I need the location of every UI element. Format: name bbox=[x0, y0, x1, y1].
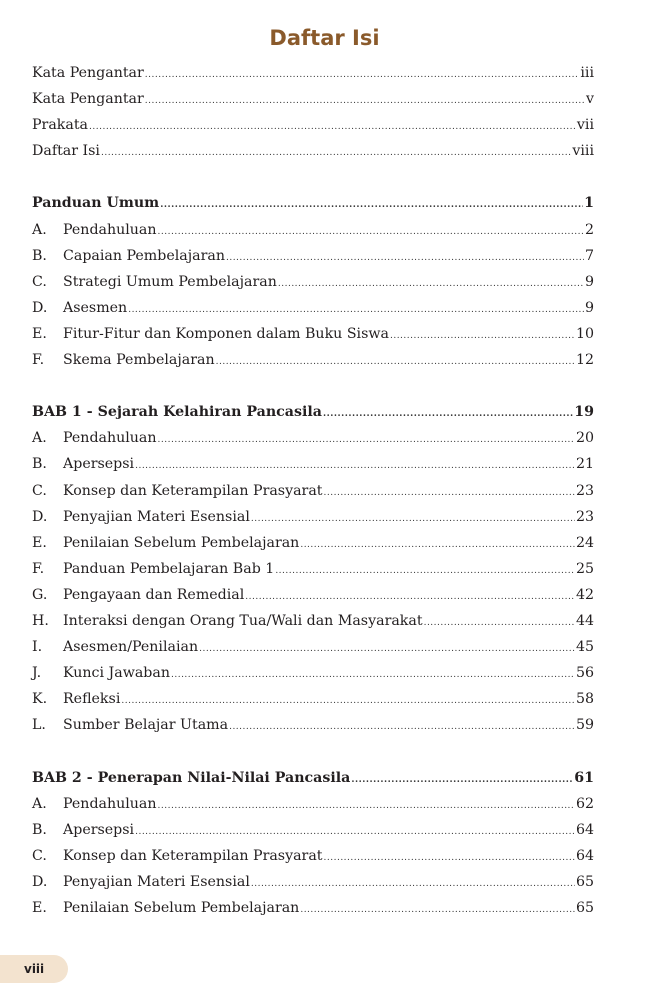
toc-entry[interactable] bbox=[32, 243, 594, 269]
toc-entry-letter: A. bbox=[32, 221, 47, 238]
toc-entry-label: Capaian Pembelajaran bbox=[63, 247, 225, 264]
toc-entry-letter: I. bbox=[32, 639, 43, 656]
toc-entry[interactable] bbox=[32, 217, 594, 243]
toc-section-heading[interactable] bbox=[32, 399, 594, 425]
toc-entry-letter: K. bbox=[32, 691, 48, 708]
table-of-contents bbox=[32, 60, 594, 921]
toc-entry-letter: B. bbox=[32, 247, 47, 264]
toc-entry-letter: L. bbox=[32, 717, 46, 734]
toc-entry-label: Kata Pengantar bbox=[32, 65, 144, 81]
section-spacer bbox=[32, 738, 594, 764]
toc-entry[interactable] bbox=[32, 138, 594, 164]
toc-entry-letter: F. bbox=[32, 560, 45, 577]
dot-leader bbox=[300, 897, 575, 923]
toc-entry-label: Sumber Belajar Utama bbox=[63, 717, 229, 734]
toc-entry-page: 45 bbox=[575, 639, 594, 656]
toc-entry-label: Konsep dan Keterampilan Prasyarat bbox=[63, 847, 323, 864]
dot-leader bbox=[128, 297, 584, 323]
dot-leader bbox=[245, 584, 575, 610]
toc-entry-page: 2 bbox=[584, 221, 594, 238]
dot-leader bbox=[251, 871, 575, 897]
toc-section-label: Panduan Umum bbox=[32, 195, 160, 212]
dot-leader bbox=[145, 88, 585, 114]
dot-leader bbox=[229, 714, 575, 740]
toc-entry-label: Apersepsi bbox=[63, 456, 135, 473]
toc-entry-page: 56 bbox=[575, 665, 594, 682]
toc-section-page: 19 bbox=[574, 404, 594, 421]
toc-entry-page: 23 bbox=[575, 508, 594, 525]
dot-leader bbox=[323, 401, 573, 427]
toc-entry-label: Interaksi dengan Orang Tua/Wali dan Masyarakat bbox=[63, 612, 423, 629]
dot-leader bbox=[300, 532, 575, 558]
toc-entry-label: Panduan Pembelajaran Bab 1 bbox=[63, 560, 275, 577]
toc-entry[interactable] bbox=[32, 269, 594, 295]
toc-entry[interactable] bbox=[32, 556, 594, 582]
toc-section-heading[interactable] bbox=[32, 190, 594, 216]
toc-entry-label: Daftar Isi bbox=[32, 143, 100, 160]
toc-entry[interactable] bbox=[32, 425, 594, 451]
dot-leader bbox=[216, 349, 575, 375]
dot-leader bbox=[158, 427, 575, 453]
dot-leader bbox=[275, 558, 575, 584]
toc-entry[interactable] bbox=[32, 608, 594, 634]
toc-entry-page: iii bbox=[580, 65, 594, 81]
toc-entry-page: v bbox=[585, 91, 594, 108]
toc-section-label: BAB 2 - Penerapan Nilai-Nilai Pancasila bbox=[32, 769, 351, 786]
toc-entry-label: Pendahuluan bbox=[63, 795, 157, 812]
toc-entry[interactable] bbox=[32, 843, 594, 869]
toc-entry-letter: C. bbox=[32, 273, 47, 290]
toc-section-page: 1 bbox=[584, 195, 594, 212]
toc-entry-letter: H. bbox=[32, 612, 49, 629]
dot-leader bbox=[171, 662, 575, 688]
dot-leader bbox=[324, 480, 575, 506]
dot-leader bbox=[158, 793, 575, 819]
toc-entry[interactable] bbox=[32, 634, 594, 660]
toc-entry-page: 23 bbox=[575, 482, 594, 499]
toc-entry-letter: G. bbox=[32, 586, 48, 603]
dot-leader bbox=[160, 192, 583, 218]
toc-entry-label: Pendahuluan bbox=[63, 221, 157, 238]
toc-entry[interactable] bbox=[32, 817, 594, 843]
toc-entry[interactable] bbox=[32, 86, 594, 112]
toc-entry[interactable] bbox=[32, 295, 594, 321]
toc-entry-label: Prakata bbox=[32, 117, 89, 134]
dot-leader bbox=[278, 271, 584, 297]
dot-leader bbox=[199, 636, 575, 662]
toc-entry-letter: B. bbox=[32, 456, 47, 473]
toc-entry-page: 25 bbox=[575, 560, 594, 577]
toc-entry[interactable] bbox=[32, 712, 594, 738]
toc-entry-page: 44 bbox=[575, 612, 594, 629]
toc-entry-page: viii bbox=[572, 143, 594, 160]
toc-entry-letter: A. bbox=[32, 430, 47, 447]
toc-entry-letter: C. bbox=[32, 847, 47, 864]
dot-leader bbox=[251, 506, 575, 532]
toc-entry-letter: E. bbox=[32, 900, 47, 916]
toc-entry-label: Skema Pembelajaran bbox=[63, 352, 215, 369]
toc-entry[interactable] bbox=[32, 791, 594, 817]
toc-entry-label: Apersepsi bbox=[63, 821, 135, 838]
toc-entry-page: 20 bbox=[575, 430, 594, 447]
toc-entry-page: 7 bbox=[584, 247, 594, 264]
dot-leader bbox=[89, 114, 576, 140]
toc-entry[interactable] bbox=[32, 504, 594, 530]
toc-entry-page: 64 bbox=[575, 821, 594, 838]
toc-entry-page: 42 bbox=[575, 586, 594, 603]
toc-entry-page: 9 bbox=[584, 299, 594, 316]
dot-leader bbox=[135, 453, 575, 479]
toc-entry-label: Kata Pengantar bbox=[32, 91, 144, 108]
dot-leader bbox=[101, 140, 571, 166]
toc-entry-label: Strategi Umum Pembelajaran bbox=[63, 273, 277, 290]
toc-entry[interactable] bbox=[32, 869, 594, 895]
toc-entry-label: Penyajian Materi Esensial bbox=[63, 873, 250, 890]
dot-leader bbox=[145, 62, 580, 88]
toc-entry-label: Konsep dan Keterampilan Prasyarat bbox=[63, 482, 323, 499]
toc-entry-letter: B. bbox=[32, 821, 47, 838]
dot-leader bbox=[135, 819, 575, 845]
toc-section-page: 61 bbox=[574, 769, 594, 786]
toc-entry-label: Penilaian Sebelum Pembelajaran bbox=[63, 534, 300, 551]
section-spacer bbox=[32, 373, 594, 399]
toc-entry-letter: E. bbox=[32, 325, 47, 342]
toc-entry[interactable] bbox=[32, 660, 594, 686]
toc-entry[interactable] bbox=[32, 478, 594, 504]
dot-leader bbox=[121, 688, 575, 714]
toc-entry-label: Fitur-Fitur dan Komponen dalam Buku Siswa bbox=[63, 325, 389, 342]
dot-leader bbox=[158, 219, 584, 245]
toc-entry-page: 65 bbox=[575, 900, 594, 916]
toc-entry[interactable] bbox=[32, 60, 594, 86]
dot-leader bbox=[226, 245, 584, 271]
toc-entry-label: Asesmen bbox=[63, 299, 128, 316]
toc-entry-page: vii bbox=[576, 117, 594, 134]
dot-leader bbox=[390, 323, 575, 349]
toc-entry-letter: J. bbox=[32, 665, 42, 682]
toc-entry-label: Pendahuluan bbox=[63, 430, 157, 447]
page-title: Daftar Isi bbox=[269, 26, 380, 50]
toc-entry-page: 59 bbox=[575, 717, 594, 734]
toc-entry-label: Pengayaan dan Remedial bbox=[63, 586, 245, 603]
toc-entry[interactable] bbox=[32, 321, 594, 347]
toc-entry-letter: D. bbox=[32, 299, 48, 316]
toc-entry-letter: E. bbox=[32, 534, 47, 551]
toc-entry[interactable] bbox=[32, 451, 594, 477]
toc-entry[interactable] bbox=[32, 530, 594, 556]
toc-entry-page: 64 bbox=[575, 847, 594, 864]
dot-leader bbox=[324, 845, 575, 871]
toc-entry-letter: F. bbox=[32, 352, 45, 369]
toc-entry-label: Kunci Jawaban bbox=[63, 665, 170, 682]
dot-leader bbox=[424, 610, 575, 636]
toc-entry-page: 12 bbox=[575, 352, 594, 369]
toc-entry-page: 10 bbox=[575, 325, 594, 342]
toc-entry-letter: A. bbox=[32, 795, 47, 812]
toc-entry[interactable] bbox=[32, 582, 594, 608]
toc-entry-letter: D. bbox=[32, 508, 48, 525]
toc-entry-label: Refleksi bbox=[63, 691, 121, 708]
toc-entry-page: 62 bbox=[575, 795, 594, 812]
toc-entry-page: 58 bbox=[575, 691, 594, 708]
section-spacer bbox=[32, 164, 594, 190]
toc-entry-page: 9 bbox=[584, 273, 594, 290]
toc-entry-letter: D. bbox=[32, 873, 48, 890]
toc-entry[interactable] bbox=[32, 112, 594, 138]
toc-entry-label: Penilaian Sebelum Pembelajaran bbox=[63, 900, 300, 916]
toc-section-label: BAB 1 - Sejarah Kelahiran Pancasila bbox=[32, 404, 322, 421]
toc-section-heading[interactable] bbox=[32, 765, 594, 791]
toc-entry-page: 21 bbox=[575, 456, 594, 473]
toc-entry-page: 65 bbox=[575, 873, 594, 890]
toc-entry-letter: C. bbox=[32, 482, 47, 499]
toc-entry-page: 24 bbox=[575, 534, 594, 551]
dot-leader bbox=[351, 767, 573, 793]
toc-entry[interactable] bbox=[32, 347, 594, 373]
toc-entry[interactable] bbox=[32, 895, 594, 921]
toc-entry-label: Asesmen/Penilaian bbox=[63, 639, 199, 656]
page-number-tab: viii bbox=[0, 955, 68, 983]
toc-entry-label: Penyajian Materi Esensial bbox=[63, 508, 250, 525]
toc-entry[interactable] bbox=[32, 686, 594, 712]
